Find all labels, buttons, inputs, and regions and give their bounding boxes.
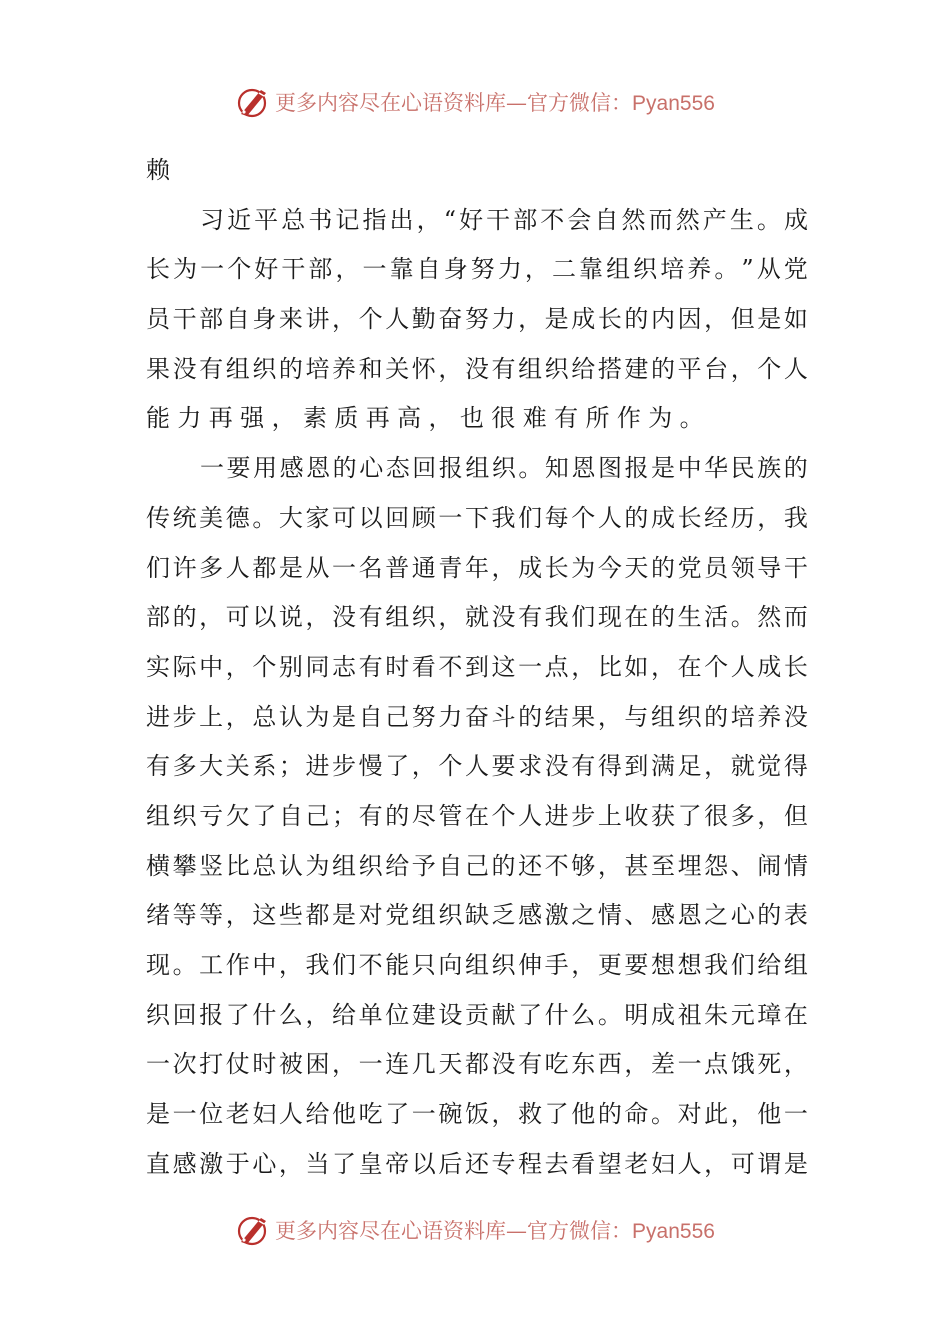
text-line: 是 一 位 老 妇 人 给 他 吃 了 一 碗 饭 ， 救 了 他 的 命 。 对 此 ， 他 一 [146, 1100, 808, 1129]
pen-logo-icon [235, 84, 271, 120]
text-line: 部 的 ， 可 以 说 ， 没 有 组 织 ， 就 没 有 我 们 现 在 的 生 活 。 然 而 [146, 603, 808, 632]
text-line: 绪 等 等 ， 这 些 都 是 对 党 组 织 缺 乏 感 激 之 情 、 感 恩 之 心 的 表 [146, 901, 808, 930]
text-line: 习 近 平 总 书 记 指 出 ， “ 好 干 部 不 会 自 然 而 然 产 生 。 成 [200, 205, 808, 234]
text-line: 传 统 美 德 。 大 家 可 以 回 顾 一 下 我 们 每 个 人 的 成 长 经 历 ， 我 [146, 503, 808, 532]
text-line: 进 步 上 ， 总 认 为 是 自 己 努 力 奋 斗 的 结 果 ， 与 组 织 的 培 养 没 [146, 702, 808, 731]
text-line: 赖 [146, 156, 170, 184]
text-line: 员 干 部 自 身 来 讲 ， 个 人 勤 奋 努 力 ， 是 成 长 的 内 因 ， 但 是 如 [146, 305, 808, 334]
footer-banner [0, 1210, 950, 1250]
text-line: 现 。 工 作 中 ， 我 们 不 能 只 向 组 织 伸 手 ， 更 要 想 想 我 们 给 组 [146, 951, 808, 979]
text-line: 织 回 报 了 什 么 ， 给 单 位 建 设 贡 献 了 什 么 。 明 成 祖 朱 元 璋 在 [146, 1000, 808, 1029]
text-line: 一 次 打 仗 时 被 困 ， 一 连 几 天 都 没 有 吃 东 西 ， 差 一 点 饿 死 ， [146, 1050, 808, 1079]
text-line: 果 没 有 组 织 的 培 养 和 关 怀 ， 没 有 组 织 给 搭 建 的 平 台 ， 个 人 [146, 354, 808, 383]
text-line: 有 多 大 关 系 ； 进 步 慢 了 ， 个 人 要 求 没 有 得 到 满 足 ， 就 觉 得 [146, 752, 808, 781]
text-line: 直 感 激 于 心 ， 当 了 皇 帝 以 后 还 专 程 去 看 望 老 妇 人 ， 可 谓 是 [146, 1149, 808, 1178]
pen-logo-icon [235, 1212, 271, 1248]
header-banner [0, 82, 950, 122]
banner-text: 更多内容尽在心语资料库—官方微信：Pyan556 [275, 91, 715, 115]
text-line: 们 许 多 人 都 是 从 一 名 普 通 青 年 ， 成 长 为 今 天 的 党 员 领 导 干 [146, 553, 808, 582]
text-line: 实 际 中 ， 个 别 同 志 有 时 看 不 到 这 一 点 ， 比 如 ， 在 个 人 成 长 [146, 652, 808, 681]
text-line: 组 织 亏 欠 了 自 己 ； 有 的 尽 管 在 个 人 进 步 上 收 获 了 很 多 ， 但 [146, 801, 808, 830]
document-body [146, 146, 808, 1189]
text-line: 横 攀 竖 比 总 认 为 组 织 给 予 自 己 的 还 不 够 ， 甚 至 埋 怨 、 闹 情 [146, 851, 808, 880]
text-line: 能 力 再 强 ， 素 质 再 高 ， 也 很 难 有 所 作 为 。 [146, 404, 704, 433]
text-line: 一 要 用 感 恩 的 心 态 回 报 组 织 。 知 恩 图 报 是 中 华 民 族 的 [200, 454, 808, 483]
banner-text: 更多内容尽在心语资料库—官方微信：Pyan556 [275, 1219, 715, 1243]
text-line: 长 为 一 个 好 干 部 ， 一 靠 自 身 努 力 ， 二 靠 组 织 培 养 。 ” 从 党 [146, 255, 808, 284]
